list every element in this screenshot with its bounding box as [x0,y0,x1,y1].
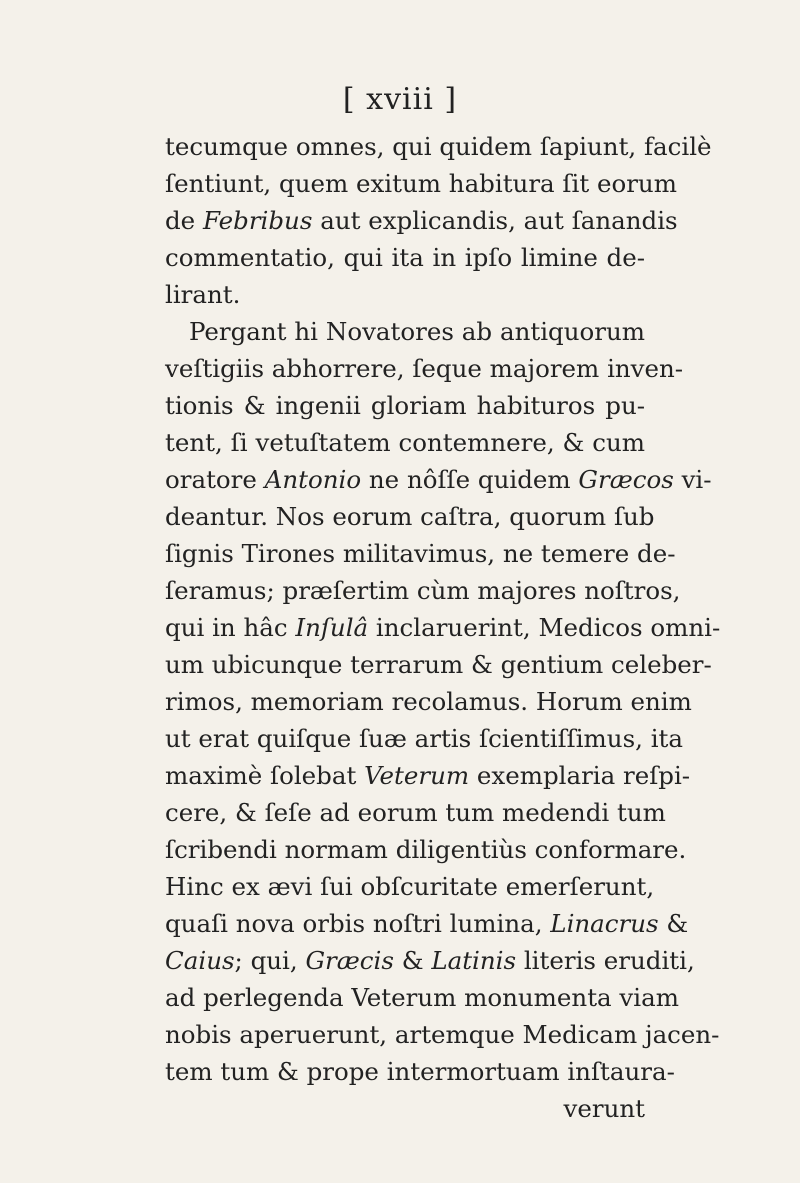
text-segment: tionis & ingenii gloriam habituros pu- [165,391,645,420]
text-segment: & [393,946,432,975]
text-line [165,350,684,387]
text-line [165,979,679,1016]
text-line [165,683,692,720]
text-segment: ne nôſſe quidem [361,465,579,494]
text-segment: tem tum & prope intermortuam inſtaura- [165,1057,675,1086]
italic-text: Græcos [578,465,674,494]
text-segment: aut explicandis, aut ſanandis [312,206,678,235]
text-segment: commentatio, qui ita in ipſo limine de- [165,243,645,272]
text-line [165,1016,720,1053]
text-segment: um ubicunque terrarum & gentium celeber- [165,650,712,679]
text-segment: maximè ſolebat [165,761,365,790]
text-segment: ſignis Tirones militavimus, ne temere de- [165,539,676,568]
text-line [165,720,684,757]
text-line [165,905,689,942]
text-segment: nobis aperuerunt, artemque Medicam jacen- [165,1020,720,1049]
text-segment: ſcribendi normam diligentiùs conformare. [165,835,687,864]
text-segment: Hinc ex ævi ſui obſcuritate emerſerunt, [165,872,655,901]
text-line [165,276,645,313]
text-line [165,609,721,646]
italic-text: Febribus [202,206,313,235]
text-segment: veſtigiis abhorrere, ſeque majorem inven- [165,354,684,383]
text-segment: oratore [165,465,265,494]
text-line [165,424,645,461]
text-segment: rimos, memoriam recolamus. Horum enim [165,687,692,716]
text-line [165,202,678,239]
text-line [165,942,695,979]
italic-text: Veterum [364,761,470,790]
text-segment: tecumque omnes, qui quidem ſapiunt, facilè [165,132,712,161]
text-segment: verunt [563,1094,645,1123]
text-line [165,498,655,535]
text-line [165,313,645,350]
text-segment: exemplaria reſpi- [469,761,691,790]
text-segment: de [165,206,203,235]
text-segment: inclaruerint, Medicos omni- [368,613,721,642]
text-segment: literis eruditi, [516,946,695,975]
text-segment: qui in hâc [165,613,296,642]
italic-text: Inſulâ [295,613,369,642]
text-line [165,165,677,202]
text-line [165,535,676,572]
italic-text: Latinis [431,946,517,975]
text-segment: ad perlegenda Veterum monumenta viam [165,983,679,1012]
text-segment: Pergant hi Novatores ab antiquorum [189,317,645,346]
italic-text: Antonio [264,465,362,494]
page-number: [ xviii ] [342,82,458,117]
text-line [165,128,712,165]
text-segment: lirant. [165,280,241,309]
text-segment: quaſi nova orbis noſtri lumina, [165,909,551,938]
body-text [165,128,721,1127]
text-line [165,461,712,498]
text-line [165,646,712,683]
text-line [165,572,681,609]
text-line [165,1053,675,1090]
text-segment: ut erat quiſque ſuæ artis ſcientiſſimus, ita [165,724,684,753]
text-segment: vi- [673,465,712,494]
italic-text: Græcis [305,946,394,975]
text-line [165,1090,645,1127]
text-line [165,757,691,794]
text-line [165,794,666,831]
text-segment: ſentiunt, quem exitum habitura ſit eorum [165,169,677,198]
text-line [165,831,687,868]
text-segment: cere, & ſeſe ad eorum tum medendi tum [165,798,666,827]
text-segment: ; qui, [234,946,306,975]
italic-text: Linacrus [550,909,659,938]
text-segment: tent, ſi vetuſtatem contemnere, & cum [165,428,645,457]
text-line [165,868,655,905]
text-segment: deantur. Nos eorum caſtra, quorum ſub [165,502,655,531]
italic-text: Caius [165,946,235,975]
text-line [165,239,645,276]
text-line [165,387,645,424]
text-segment: ſeramus; præſertim cùm majores noſtros, [165,576,681,605]
text-segment: & [658,909,689,938]
